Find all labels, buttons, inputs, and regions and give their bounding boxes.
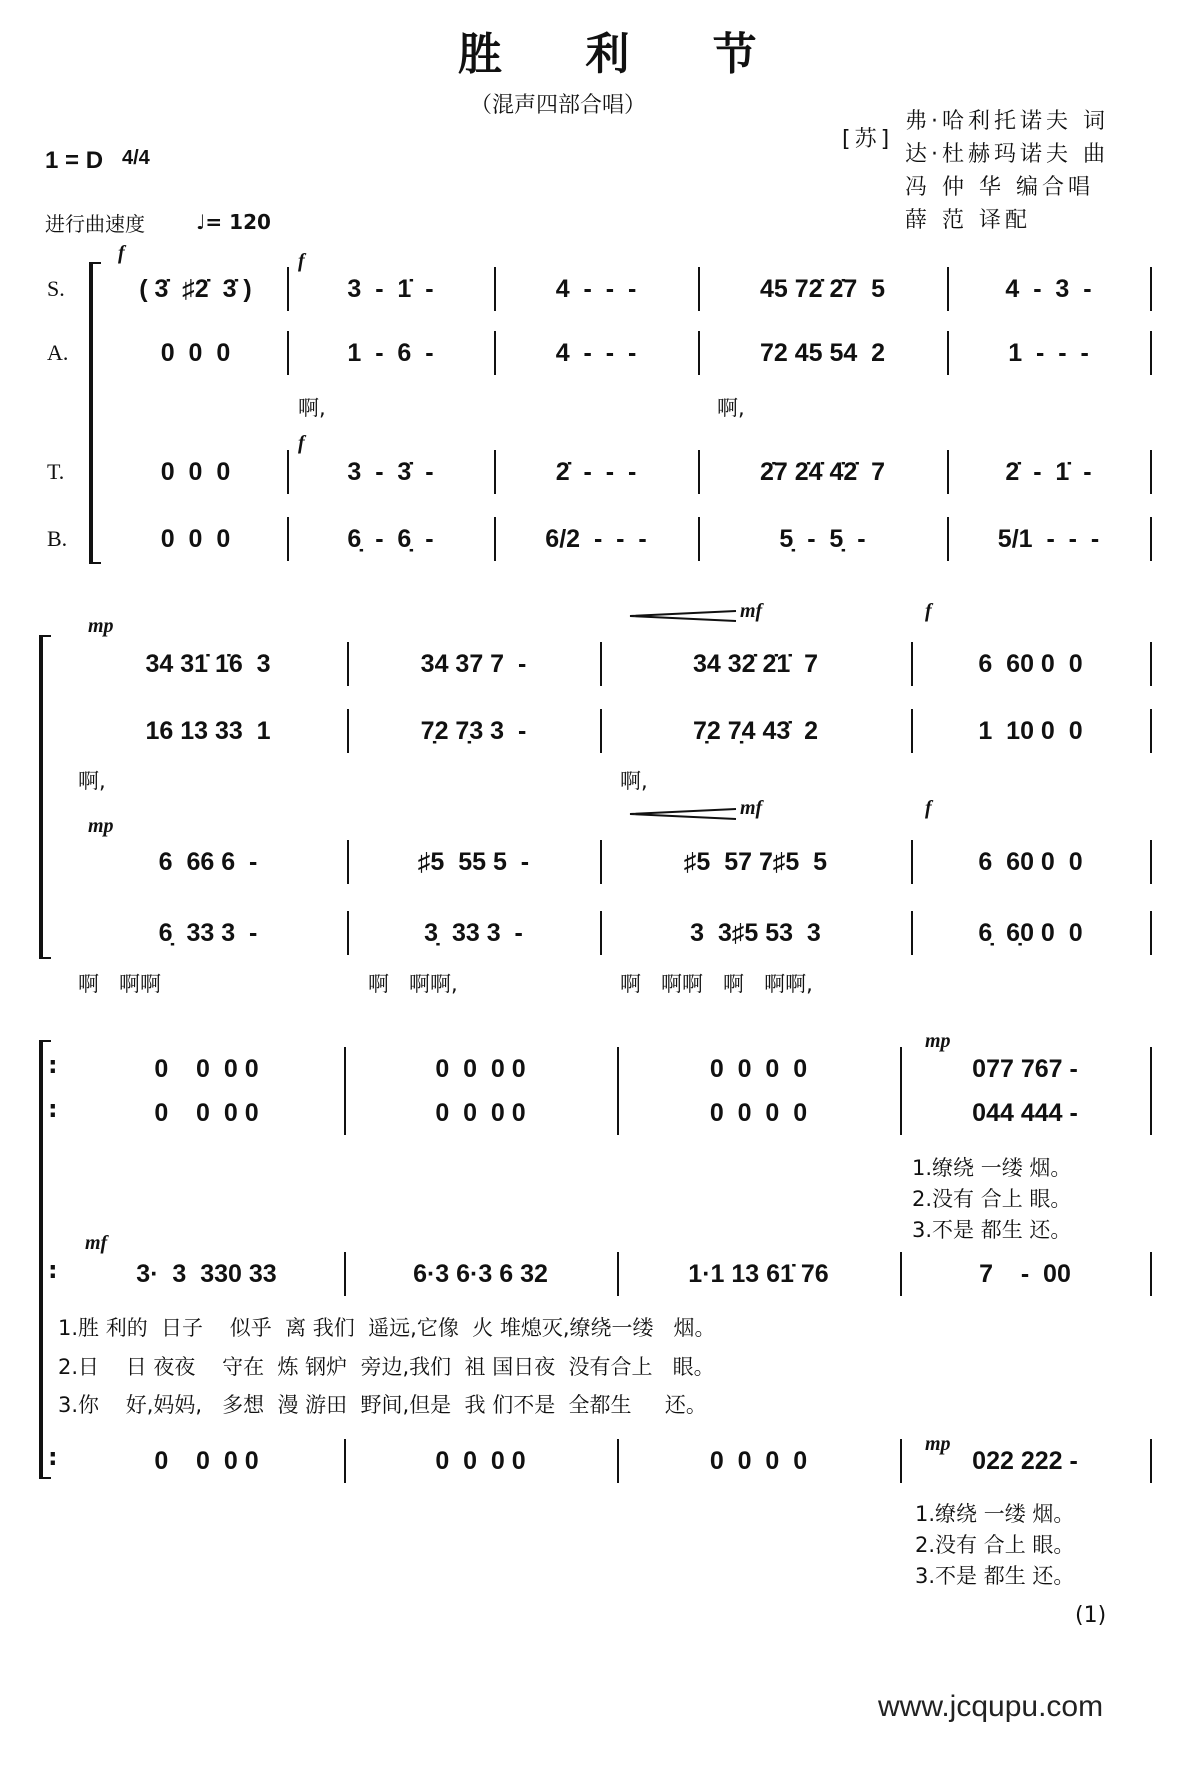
measure [75,1097,338,1129]
watermark: www.jcqupu.com [878,1690,1104,1723]
measure-notes: 7̣2 7̣3 3 - [420,716,527,745]
measure-notes: 6·3 6·3 6 32 [413,1259,548,1288]
measure-notes: 6/2 - - - [545,524,647,553]
barline [1150,709,1152,753]
repeat-sign: : [48,1051,58,1079]
voice-label-soprano: S. [47,276,65,301]
dynamic-marking: mf [85,1232,108,1254]
measure [704,337,941,369]
measure [75,715,341,747]
barline [1150,642,1152,686]
barline [494,267,496,311]
measure-notes: 6̣ 6̣0 0 0 [978,918,1083,947]
measure-notes: 6̣ 33 3 - [158,918,258,947]
measure-notes: 6 60 0 0 [978,847,1083,876]
measure-notes: 34 32̇ 2̇1̇ 7 [692,649,819,678]
measure-notes: 0 0 0 0 [709,1446,808,1475]
measure-notes: 1 - - - [1008,338,1089,367]
barline [344,1047,346,1091]
measure [110,523,281,555]
lyric: 啊, [620,769,648,793]
refrain-lyric: 3.不是 都生 还。 [912,1218,1072,1242]
barline [698,517,700,561]
measure-notes: ♯5 57 7♯5 5 [683,847,828,876]
measure-notes: 16 13 33 1 [145,716,271,745]
measure-notes: 4 - - - [555,338,637,367]
barline [911,709,913,753]
measure-notes: 34 37 7 - [420,649,527,678]
measure-notes: 044 444 - [972,1098,1078,1127]
measure [75,1258,338,1290]
measure-notes: 3 - 1̇ - [347,274,434,303]
measure-notes: 0 0 0 0 [435,1054,526,1083]
barline [1150,1439,1152,1483]
measure [110,456,281,488]
barline [344,1439,346,1483]
barline [911,911,913,955]
measure [350,1258,611,1290]
measure [110,337,281,369]
measure-notes: 72 45 54 2 [759,338,886,367]
lyric: 啊, [78,769,106,793]
credit-composer: 达·杜赫玛诺夫 曲 [905,142,1109,167]
measure [500,523,692,555]
barline [617,1439,619,1483]
lyric: 啊 啊啊 [78,972,162,996]
measure [906,1097,1144,1129]
barline [617,1252,619,1296]
refrain-lyric: 1.缭绕 一缕 烟。 [912,1156,1072,1180]
measure-notes: 077 767 - [972,1054,1078,1083]
barline [494,517,496,561]
barline [1150,840,1152,884]
measure [75,648,341,680]
measure [704,523,941,555]
barline [494,331,496,375]
measure-notes: 1·1 13 61̇ 76 [688,1259,829,1288]
measure [353,715,594,747]
voice-label-tenor: T. [47,459,65,484]
measure-notes: 0 0 0 0 [435,1098,526,1127]
barline [600,840,602,884]
measure [353,917,594,949]
measure [353,648,594,680]
measure-notes: 0 0 0 0 [154,1054,259,1083]
measure-notes: 0 0 0 [160,338,231,367]
barline [698,267,700,311]
time-signature: 4/4 [122,147,150,169]
refrain-lyric: 2.没有 合上 眼。 [912,1187,1072,1211]
measure-notes: 2̇7 2̇4̇ 4̇2̇ 7 [759,457,886,486]
measure-notes: 5̣ - 5̣ - [779,524,866,553]
lyric: 啊 啊啊 啊 啊啊, [620,972,813,996]
measure-notes: 0 0 0 [160,457,231,486]
barline [1150,911,1152,955]
measure [606,846,905,878]
verse-lyric: 2.日 日 夜夜 守在 炼 钢炉 旁边,我们 祖 国日夜 没有合上 眼。 [58,1355,715,1379]
barline [347,709,349,753]
measure [606,715,905,747]
origin-label: [苏] [842,127,894,152]
measure [293,337,488,369]
dynamic-marking: f [925,600,932,622]
measure-notes: 1 - 6 - [347,338,434,367]
barline [698,450,700,494]
refrain-lyric: 1.缭绕 一缕 烟。 [915,1502,1075,1526]
dynamic-marking: mp [88,815,114,837]
refrain-lyric: 3.不是 都生 还。 [915,1564,1075,1588]
barline [947,331,949,375]
measure [110,273,281,305]
dynamic-marking: mp [88,615,114,637]
measure [704,273,941,305]
measure-notes: 5/1 - - - [997,524,1100,553]
measure [75,846,341,878]
barline [347,642,349,686]
measure [75,1445,338,1477]
barline [600,709,602,753]
measure-notes: 34 31̇ 1̇6 3 [145,649,271,678]
barline [600,911,602,955]
measure [917,715,1144,747]
barline [344,1252,346,1296]
measure [293,273,488,305]
measure [906,1258,1144,1290]
measure-notes: 6̣ - 6̣ - [347,524,434,553]
barline [1150,1252,1152,1296]
verse-lyric: 1.胜 利的 日子 似乎 离 我们 遥远,它像 火 堆熄灭,缭绕一缕 烟。 [58,1316,716,1340]
barline [344,1091,346,1135]
page-number: (1) [1075,1603,1107,1628]
barline [900,1252,902,1296]
barline [287,267,289,311]
voice-label-bass: B. [47,526,68,551]
barline [617,1047,619,1091]
measure-notes: 3̣ 33 3 - [424,918,523,947]
measure [917,648,1144,680]
dynamic-marking: mf [740,600,763,622]
barline [287,517,289,561]
barline [698,331,700,375]
measure [953,273,1144,305]
measure [623,1258,894,1290]
measure-notes: 2̇ - - - [555,457,637,486]
barline [947,267,949,311]
measure [353,846,594,878]
credit-translator: 薛 范 译配 [905,208,1031,233]
barline [287,450,289,494]
measure-notes: ( 3̇ ♯2̇ 3̇ ) [139,274,252,303]
measure-notes: 1 10 0 0 [978,716,1083,745]
measure-notes: 7 - 00 [979,1259,1071,1288]
barline [600,642,602,686]
repeat-sign: : [48,1443,58,1471]
measure-notes: 0 0 0 0 [154,1098,259,1127]
measure [704,456,941,488]
barline [911,840,913,884]
refrain-lyric: 2.没有 合上 眼。 [915,1533,1075,1557]
measure [350,1053,611,1085]
barline [1150,1091,1152,1135]
dynamic-marking: mp [925,1030,951,1052]
measure-notes: 3· 3 330 33 [136,1259,277,1288]
barline [494,450,496,494]
measure [623,1097,894,1129]
measure-notes: 45 72̇ 2̇7 5 [759,274,886,303]
measure-notes: 3 - 3̇ - [347,457,434,486]
barline [1150,1047,1152,1091]
barline [1150,450,1152,494]
barline [1150,517,1152,561]
repeat-sign: : [48,1095,58,1123]
credit-lyricist: 弗·哈利托诺夫 词 [905,109,1109,134]
dynamic-marking: mp [925,1433,951,1455]
measure-notes: 7̣2 7̣4 43̇ 2 [692,716,819,745]
barline [347,911,349,955]
measure [906,1053,1144,1085]
system-bracket [39,635,51,959]
measure [293,456,488,488]
tempo-text: 进行曲速度 [45,212,145,236]
measure-notes: 6 60 0 0 [978,649,1083,678]
measure [953,523,1144,555]
key-signature: 1 = D [45,147,104,174]
repeat-sign: : [48,1256,58,1284]
measure [953,337,1144,369]
measure-notes: 0 0 0 0 [435,1446,526,1475]
measure-notes: 3 3♯5 53 3 [690,918,821,947]
barline [900,1047,902,1091]
barline [617,1091,619,1135]
measure [500,456,692,488]
credit-arranger: 冯 仲 华 编合唱 [905,175,1094,200]
measure [500,337,692,369]
measure [606,917,905,949]
measure [350,1097,611,1129]
dynamic-marking: mf [740,797,763,819]
measure [500,273,692,305]
lyric: 啊, [717,396,745,420]
barline [1150,331,1152,375]
measure [350,1445,611,1477]
measure [953,456,1144,488]
measure [917,846,1144,878]
measure-notes: 0 0 0 [160,524,231,553]
barline [900,1091,902,1135]
measure [75,917,341,949]
lyric: 啊 啊啊, [368,972,458,996]
crescendo-hairpin [628,607,738,619]
measure-notes: 0 0 0 0 [154,1446,259,1475]
measure-notes: 2̇ - 1̇ - [1005,457,1092,486]
barline [947,517,949,561]
barline [911,642,913,686]
measure-notes: ♯5 55 5 - [417,847,530,876]
barline [900,1439,902,1483]
measure [75,1053,338,1085]
measure [623,1445,894,1477]
barline [947,450,949,494]
measure-notes: 0 0 0 0 [709,1098,808,1127]
measure [917,917,1144,949]
dynamic-marking: f [118,242,125,264]
measure-notes: 4 - - - [555,274,637,303]
system-bracket [89,262,101,564]
measure [606,648,905,680]
verse-lyric: 3.你 好,妈妈, 多想 漫 游田 野间,但是 我 们不是 全都生 还。 [58,1393,707,1417]
dynamic-marking: f [298,432,305,454]
score-subtitle: （混声四部合唱） [470,93,647,118]
lyric: 啊, [298,396,326,420]
barline [1150,267,1152,311]
measure-notes: 6 66 6 - [158,847,258,876]
voice-label-alto: A. [47,340,69,365]
tempo-value: ♩= 120 [196,210,271,234]
score-title: 胜 利 节 [458,29,791,80]
measure-notes: 4 - 3 - [1005,274,1092,303]
crescendo-hairpin [628,805,738,817]
measure [293,523,488,555]
measure-notes: 0 0 0 0 [709,1054,808,1083]
barline [347,840,349,884]
dynamic-marking: f [925,797,932,819]
dynamic-marking: f [298,250,305,272]
barline [287,331,289,375]
measure-notes: 022 222 - [972,1446,1078,1475]
measure [623,1053,894,1085]
